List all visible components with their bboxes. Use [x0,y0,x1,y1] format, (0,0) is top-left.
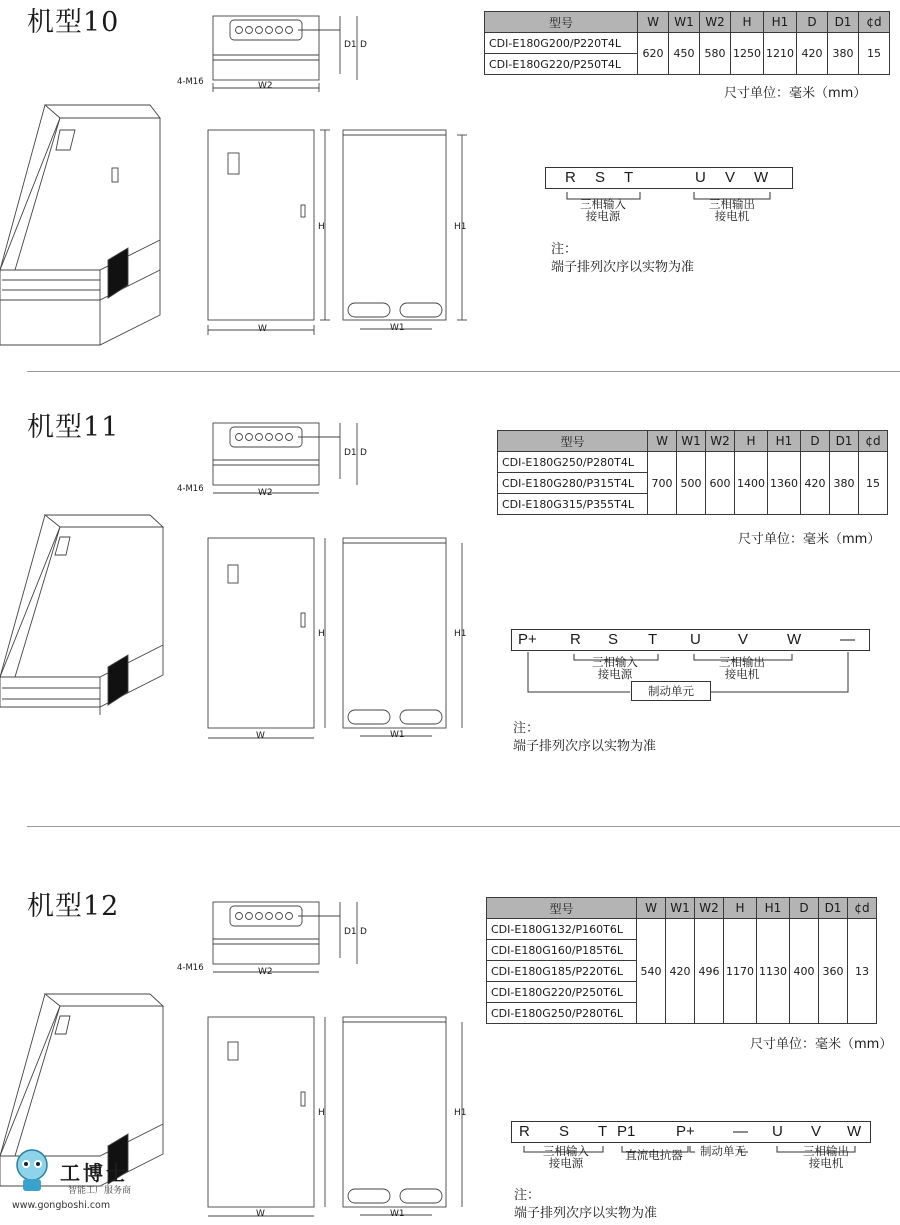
section-title: 机型11 [27,412,120,443]
note-title: 注： [551,242,578,257]
dim-4m16: 4-M16 [177,484,204,494]
model-cell: CDI-E180G315/P355T4L [498,494,648,515]
model-cell: CDI-E180G220/P250T4L [485,54,638,75]
value-cell: 450 [669,33,700,75]
note [514,1187,657,1223]
table-header: D [801,431,830,452]
terminal-label: U [690,631,701,648]
table-header: 型号 [487,898,637,919]
table-header: ¢d [848,898,877,919]
dim-w1: W1 [390,730,405,740]
table-header: D1 [819,898,848,919]
unit-label: 尺寸单位：毫米（mm） [724,86,867,101]
table-header: H [724,898,757,919]
brand-logo [8,1145,168,1215]
table-header: H1 [764,12,797,33]
table-header: H1 [768,431,801,452]
value-cell: 580 [700,33,731,75]
model-cell: CDI-E180G280/P315T4L [498,473,648,494]
model-cell: CDI-E180G200/P220T4L [485,33,638,54]
terminal-label: R [565,169,576,186]
table-header: 型号 [498,431,648,452]
table-header: H1 [757,898,790,919]
table-header: W2 [695,898,724,919]
group-input-label: 三相输入 接电源 [580,197,626,223]
dim-d1: D1 [344,40,357,50]
value-cell: 500 [677,452,706,515]
value-cell: 380 [828,33,859,75]
note-title: 注： [514,1188,541,1203]
dim-w: W [256,731,265,741]
value-cell: 1210 [764,33,797,75]
terminal-label: T [624,169,634,186]
table-header: D1 [828,12,859,33]
group-output-label: 三相输出 接电机 [803,1144,849,1170]
terminal-label: V [738,631,749,648]
note-text: 端子排列次序以实物为准 [513,739,657,754]
terminal-brackets [0,0,900,372]
terminal-brackets [0,405,900,825]
table-header: W [637,898,666,919]
section-divider [27,826,900,827]
section-title: 机型12 [27,891,120,922]
group-brake-label: 制动单元 [700,1144,746,1158]
terminal-label: S [595,169,606,186]
dim-h: H [318,1108,325,1118]
group-input-label: 三相输入 接电源 [543,1144,589,1170]
table-header: W [648,431,677,452]
model-cell: CDI-E180G250/P280T6L [487,1003,637,1024]
value-cell: 540 [637,919,666,1024]
note-title: 注： [513,721,540,736]
unit-label: 尺寸单位：毫米（mm） [738,532,881,547]
dim-d1: D1 [344,448,357,458]
model-cell: CDI-E180G220/P250T6L [487,982,637,1003]
dim-h1: H1 [454,1108,467,1118]
dim-h1: H1 [454,629,467,639]
group-output-label: 三相输出 接电机 [709,197,755,223]
terminal-label: S [608,631,619,648]
brand-name: 工博士 [60,1161,129,1185]
group-output-label: 三相输出 接电机 [719,655,765,681]
table-header: W1 [677,431,706,452]
value-cell: 13 [848,919,877,1024]
value-cell: 1360 [768,452,801,515]
terminal-label: U [695,169,706,186]
table-header: W [638,12,669,33]
value-cell: 420 [797,33,828,75]
table-header: 型号 [485,12,638,33]
table-header: ¢d [859,431,888,452]
terminal-label: W [754,169,769,186]
group-dc-reactor-label: 直流电抗器 [625,1148,683,1162]
terminal-label: R [519,1123,530,1140]
value-cell: 420 [801,452,830,515]
dim-4m16: 4-M16 [177,77,204,87]
value-cell: 360 [819,919,848,1024]
section-divider [27,371,900,372]
table-header: D [797,12,828,33]
table-header: W2 [700,12,731,33]
table-header: D1 [830,431,859,452]
value-cell: 420 [666,919,695,1024]
value-cell: 600 [706,452,735,515]
value-cell: 1130 [757,919,790,1024]
table-header: W1 [669,12,700,33]
dim-w: W [258,324,267,334]
value-cell: 380 [830,452,859,515]
brand-slogan: 智能工厂服务商 [68,1186,132,1196]
note-text: 端子排列次序以实物为准 [514,1206,658,1221]
unit-label: 尺寸单位：毫米（mm） [750,1037,893,1052]
group-input-label: 三相输入 接电源 [592,655,638,681]
table-header: ¢d [859,12,890,33]
table-header: D [790,898,819,919]
dim-h: H [318,629,325,639]
terminal-label: P+ [676,1123,695,1140]
brake-unit-box: 制动单元 [631,681,711,701]
value-cell: 620 [638,33,669,75]
model-cell: CDI-E180G250/P280T4L [498,452,648,473]
dim-w2: W2 [258,488,273,498]
dim-w: W [256,1209,265,1219]
table-header: H [735,431,768,452]
terminal-label: — [733,1123,748,1140]
note-text: 端子排列次序以实物为准 [551,260,695,275]
dim-h: H [318,222,325,232]
value-cell: 1250 [731,33,764,75]
dim-w1: W1 [390,323,405,333]
value-cell: 496 [695,919,724,1024]
terminal-label: P+ [518,631,537,648]
value-cell: 400 [790,919,819,1024]
dim-4m16: 4-M16 [177,963,204,973]
note [513,720,656,756]
dim-d: D [360,40,367,50]
dim-h1: H1 [454,222,467,232]
terminal-label: W [787,631,802,648]
section-model-10 [0,0,900,372]
table-header: H [731,12,764,33]
brand-url: www.gongboshi.com [12,1200,111,1211]
value-cell: 1400 [735,452,768,515]
terminal-label: V [725,169,736,186]
note [551,241,694,277]
value-cell: 1170 [724,919,757,1024]
terminal-label: U [772,1123,783,1140]
dim-w2: W2 [258,967,273,977]
terminal-label: S [559,1123,570,1140]
model-cell: CDI-E180G160/P185T6L [487,940,637,961]
dim-d1: D1 [344,927,357,937]
terminal-label: W [847,1123,862,1140]
terminal-label: T [598,1123,608,1140]
robot-mascot-icon [8,1145,58,1197]
dim-d: D [360,927,367,937]
model-cell: CDI-E180G185/P220T6L [487,961,637,982]
table-header: W2 [706,431,735,452]
dim-w2: W2 [258,81,273,91]
table-header: W1 [666,898,695,919]
terminal-label: T [648,631,658,648]
dim-d: D [360,448,367,458]
model-cell: CDI-E180G132/P160T6L [487,919,637,940]
section-model-11 [0,405,900,825]
value-cell: 15 [859,33,890,75]
dim-w1: W1 [390,1209,405,1219]
value-cell: 700 [648,452,677,515]
section-title: 机型10 [27,7,120,38]
terminal-label: P1 [617,1123,636,1140]
value-cell: 15 [859,452,888,515]
terminal-label: — [840,631,855,648]
terminal-label: V [811,1123,822,1140]
terminal-label: R [570,631,581,648]
